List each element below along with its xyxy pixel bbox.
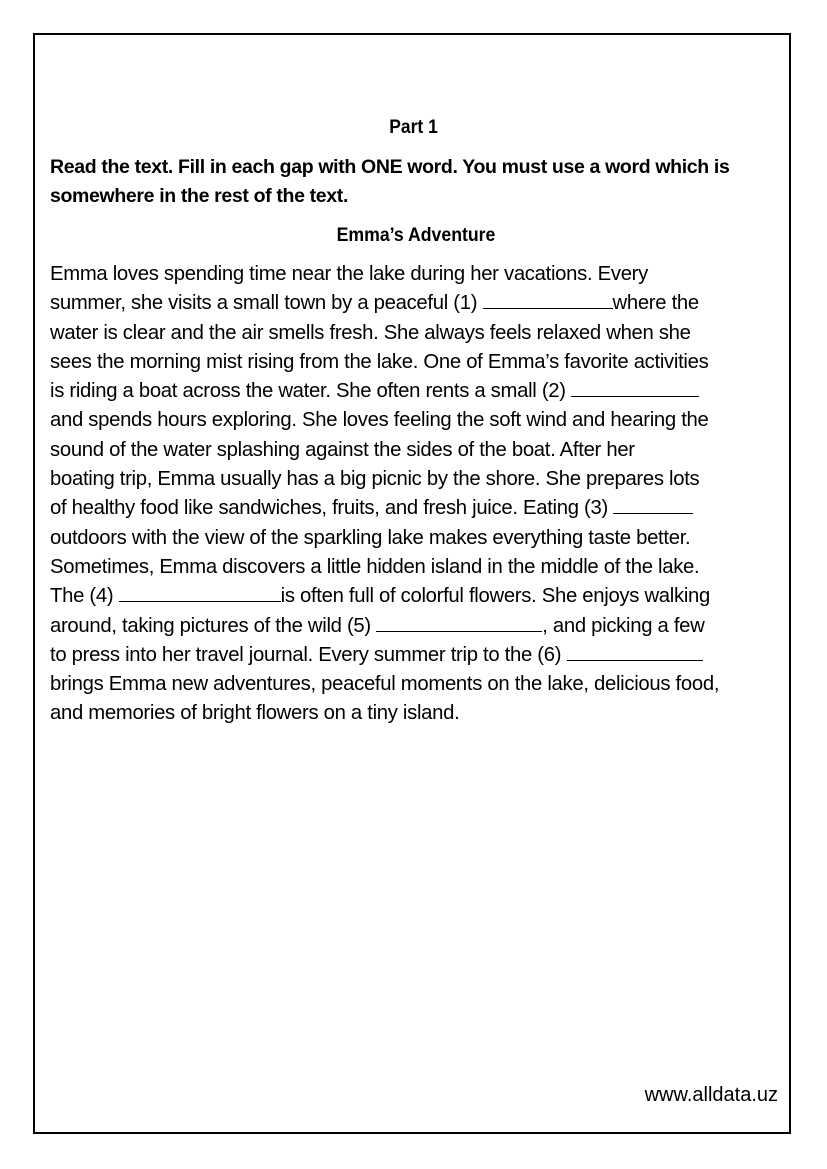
gap-2-blank[interactable] xyxy=(571,378,699,397)
passage-line: water is clear and the air smells fresh. She always feels relaxed when she xyxy=(50,321,691,344)
passage-line: and spends hours exploring. She loves feeling the soft wind and hearing the xyxy=(50,409,709,432)
story-title: Emma’s Adventure xyxy=(336,225,496,246)
passage-line: sound of the water splashing against the sides of the boat. After her xyxy=(50,438,635,461)
reading-passage xyxy=(50,260,790,729)
passage-line: The (4) is often full of colorful flowers. She enjoys walking xyxy=(50,585,710,608)
passage-line: sees the morning mist rising from the lake. One of Emma’s favorite activities xyxy=(50,350,709,373)
passage-line: and memories of bright flowers on a tiny island. xyxy=(50,702,460,725)
passage-line: outdoors with the view of the sparkling lake makes everything taste better. xyxy=(50,526,691,549)
passage-line: to press into her travel journal. Every summer trip to the (6) xyxy=(50,641,790,670)
gap-1-blank[interactable] xyxy=(483,290,613,309)
passage-line: summer, she visits a small town by a peaceful (1) where the xyxy=(50,292,699,315)
passage-line: around, taking pictures of the wild (5) , and picking a few xyxy=(50,614,705,637)
passage-line: Emma loves spending time near the lake during her vacations. Every xyxy=(50,263,648,285)
passage-line: of healthy food like sandwiches, fruits, and fresh juice. Eating (3) xyxy=(50,494,790,523)
passage-line: boating trip, Emma usually has a big picnic by the shore. She prepares lots xyxy=(50,468,700,491)
website-watermark: www.alldata.uz xyxy=(644,1084,778,1106)
gap-4-blank[interactable] xyxy=(119,583,281,602)
passage-line: Sometimes, Emma discovers a little hidden island in the middle of the lake. xyxy=(50,555,700,578)
passage-line: is riding a boat across the water. She often rents a small (2) xyxy=(50,377,790,406)
gap-3-blank[interactable] xyxy=(613,495,693,514)
gap-5-blank[interactable] xyxy=(376,613,542,632)
task-instructions: Read the text. Fill in each gap with ONE word. You must use a word which is somewhere in the rest of the text. xyxy=(50,156,730,207)
passage-line: brings Emma new adventures, peaceful moments on the lake, delicious food, xyxy=(50,673,720,696)
gap-6-blank[interactable] xyxy=(567,642,703,661)
part-title: Part 1 xyxy=(389,117,438,138)
